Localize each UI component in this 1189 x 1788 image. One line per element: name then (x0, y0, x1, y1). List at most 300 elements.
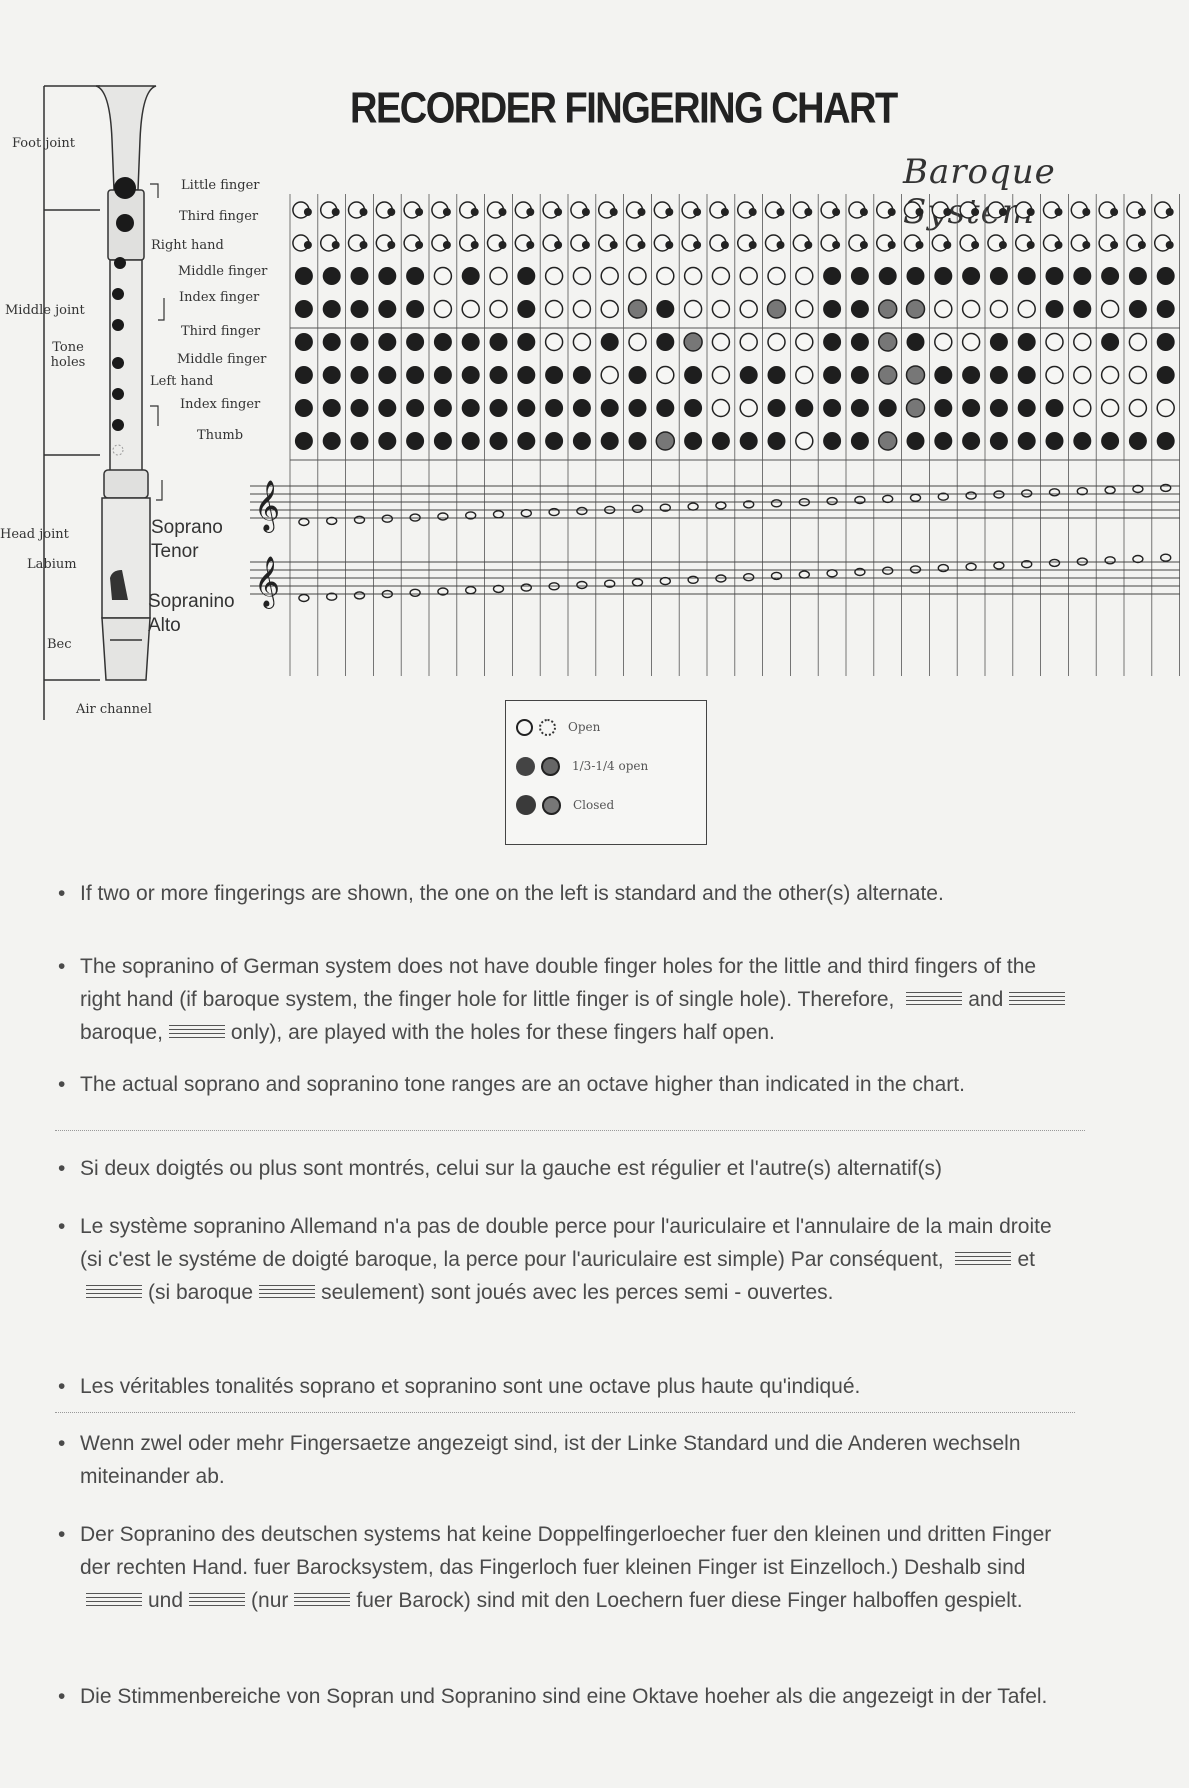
bullet-icon: • (58, 1157, 66, 1180)
closed-hole-icon (795, 399, 813, 417)
note-head-icon (521, 510, 531, 517)
label-foot-joint: Foot joint (12, 136, 75, 151)
closed-hole-icon (934, 366, 952, 384)
closed-hole-icon (1129, 267, 1147, 285)
note-head-icon (299, 595, 309, 602)
closed-hole-icon (907, 267, 925, 285)
closed-hole-icon (323, 399, 341, 417)
closed-hole-icon (517, 333, 535, 351)
music-staff-icon (169, 1025, 225, 1041)
music-staff-icon (259, 1285, 315, 1301)
closed-hole-icon (490, 366, 508, 384)
double-hole-small-icon (693, 208, 701, 216)
double-hole-small-icon (582, 241, 590, 249)
note-text (80, 1210, 1078, 1309)
bullet-icon: • (58, 1523, 66, 1546)
double-hole-small-icon (1110, 208, 1118, 216)
note-text-part: Le système sopranino Allemand n'a pas de double perce pour l'auriculaire et l'annulaire de la main droite (si c'est le systéme de doigté baroque, la perce pour l'auriculaire est simple) Par conséquent, (80, 1215, 1052, 1271)
bullet-icon: • (58, 955, 66, 978)
note-head-icon (1133, 556, 1143, 563)
double-hole-small-icon (304, 208, 312, 216)
bullet-icon: • (58, 882, 66, 905)
double-hole-small-icon (332, 208, 340, 216)
closed-hole-icon (1157, 432, 1175, 450)
note-text-part: The sopranino of German system does not have double finger holes for the little and third fingers of the right hand (if baroque system, the finger hole for little finger is of single hole). Therefore, (80, 955, 1037, 1011)
double-hole-small-icon (304, 241, 312, 249)
closed-hole-icon (323, 333, 341, 351)
closed-hole-icon (462, 267, 480, 285)
label-third-finger-right: Third finger (179, 209, 259, 224)
double-hole-small-icon (526, 241, 534, 249)
partial-hole-icon (516, 757, 535, 776)
double-hole-small-icon (916, 208, 924, 216)
open-hole-icon (768, 268, 785, 285)
legend-partial-text: 1/3-1/4 open (572, 759, 649, 773)
note-head-icon (688, 503, 698, 510)
closed-hole-icon (768, 432, 786, 450)
note-fr-2 (58, 1210, 1078, 1309)
double-hole-small-icon (499, 208, 507, 216)
note-text-part: Der Sopranino des deutschen systems hat keine Doppelfingerloecher fuer den kleinen und dritten Finger der rechten Hand. fuer Barocksystem, das Fingerloch fuer kleinen Finger ist Einzelloch.) Deshalb sind (80, 1523, 1052, 1579)
closed-hole-icon (990, 432, 1008, 450)
note-fr-1 (58, 1152, 1078, 1185)
open-hole-icon (1129, 367, 1146, 384)
divider (55, 1130, 1085, 1131)
closed-hole-icon (323, 267, 341, 285)
double-hole-small-icon (582, 208, 590, 216)
closed-hole-icon (990, 399, 1008, 417)
closed-hole-icon (406, 267, 424, 285)
double-hole-small-icon (443, 241, 451, 249)
open-hole-icon (1046, 367, 1063, 384)
double-hole-small-icon (610, 241, 618, 249)
note-head-icon (883, 495, 893, 502)
closed-hole-icon (823, 267, 841, 285)
music-staff-icon (906, 992, 962, 1008)
double-hole-small-icon (721, 241, 729, 249)
double-hole-small-icon (1082, 241, 1090, 249)
note-head-icon (688, 576, 698, 583)
bullet-icon: • (58, 1685, 66, 1708)
closed-hole-alt-icon (542, 796, 561, 815)
label-sopranino: Sopranino (148, 591, 235, 612)
open-hole-icon (685, 301, 702, 318)
double-hole-small-icon (1027, 241, 1035, 249)
closed-hole-icon (545, 432, 563, 450)
open-hole-icon (490, 301, 507, 318)
double-hole-small-icon (471, 241, 479, 249)
label-third-finger-left: Third finger (181, 324, 261, 339)
closed-hole-icon (517, 399, 535, 417)
label-left-hand: Left hand (150, 374, 214, 389)
closed-hole-icon (295, 432, 313, 450)
closed-hole-icon (1129, 432, 1147, 450)
closed-hole-icon (1046, 399, 1064, 417)
partial-hole-icon (879, 300, 897, 318)
note-text-part: baroque, (80, 1021, 163, 1044)
double-hole-small-icon (888, 241, 896, 249)
note-head-icon (577, 582, 587, 589)
label-labium: Labium (27, 557, 77, 572)
label-tone-holes: Tone holes (50, 340, 86, 370)
double-hole-small-icon (499, 241, 507, 249)
note-text: The actual soprano and sopranino tone ranges are an octave higher than indicated in the chart. (80, 1073, 965, 1096)
double-hole-small-icon (360, 241, 368, 249)
note-head-icon (1022, 490, 1032, 497)
double-hole-small-icon (832, 241, 840, 249)
closed-hole-icon (1018, 399, 1036, 417)
closed-hole-icon (351, 432, 369, 450)
closed-hole-icon (684, 399, 702, 417)
music-staff-icon (86, 1593, 142, 1609)
closed-hole-icon (684, 432, 702, 450)
note-text-part: fuer Barock) sind mit den Loechern fuer diese Finger halboffen gespielt. (356, 1589, 1023, 1612)
music-staff-icon (955, 1252, 1011, 1268)
double-hole-small-icon (387, 241, 395, 249)
double-hole-small-icon (554, 208, 562, 216)
closed-hole-icon (351, 267, 369, 285)
closed-hole-icon (1073, 267, 1091, 285)
closed-hole-icon (517, 300, 535, 318)
double-hole-small-icon (971, 241, 979, 249)
note-de-1 (58, 1427, 1078, 1493)
closed-hole-icon (545, 399, 563, 417)
legend-open-text: Open (568, 720, 601, 734)
closed-hole-icon (295, 333, 313, 351)
closed-hole-icon (323, 300, 341, 318)
closed-hole-icon (406, 333, 424, 351)
closed-hole-icon (656, 399, 674, 417)
double-hole-small-icon (721, 208, 729, 216)
double-hole-small-icon (1138, 208, 1146, 216)
closed-hole-icon (684, 366, 702, 384)
note-head-icon (744, 574, 754, 581)
closed-hole-icon (1157, 300, 1175, 318)
label-middle-finger-left: Middle finger (177, 352, 267, 367)
open-hole-icon (796, 268, 813, 285)
label-index-finger-right: Index finger (179, 290, 260, 305)
closed-hole-icon (378, 267, 396, 285)
closed-hole-icon (1073, 300, 1091, 318)
closed-hole-icon (434, 366, 452, 384)
closed-hole-icon (1157, 333, 1175, 351)
note-head-icon (1161, 484, 1171, 491)
open-hole-icon (601, 268, 618, 285)
closed-hole-icon (1046, 432, 1064, 450)
closed-hole-icon (962, 366, 980, 384)
note-de-3 (58, 1680, 1078, 1713)
note-head-icon (716, 502, 726, 509)
closed-hole-icon (406, 366, 424, 384)
closed-hole-icon (601, 333, 619, 351)
note-head-icon (911, 494, 921, 501)
label-middle-finger-right: Middle finger (178, 264, 268, 279)
closed-hole-icon (768, 366, 786, 384)
divider (55, 1412, 1075, 1413)
double-hole-small-icon (804, 241, 812, 249)
note-text: Die Stimmenbereiche von Sopran und Sopranino sind eine Oktave hoeher als die angezeigt in der Tafel. (80, 1685, 1048, 1708)
open-hole-icon (768, 334, 785, 351)
closed-hole-icon (545, 366, 563, 384)
closed-hole-icon (378, 399, 396, 417)
closed-hole-icon (851, 366, 869, 384)
double-hole-small-icon (999, 208, 1007, 216)
double-hole-small-icon (777, 208, 785, 216)
closed-hole-icon (378, 333, 396, 351)
music-staff-icon (1009, 992, 1065, 1008)
music-staff-icon (86, 1285, 142, 1301)
note-text-part: (si baroque (148, 1281, 254, 1304)
double-hole-small-icon (888, 208, 896, 216)
closed-hole-icon (823, 432, 841, 450)
note-head-icon (355, 592, 365, 599)
double-hole-small-icon (471, 208, 479, 216)
double-hole-small-icon (749, 241, 757, 249)
closed-hole-icon (1129, 300, 1147, 318)
note-text: Les véritables tonalités soprano et sopranino sont une octave plus haute qu'indiqué. (80, 1375, 861, 1398)
closed-hole-icon (907, 333, 925, 351)
note-head-icon (827, 498, 837, 505)
open-hole-icon (657, 367, 674, 384)
closed-hole-icon (990, 267, 1008, 285)
closed-hole-icon (351, 333, 369, 351)
closed-hole-icon (1046, 267, 1064, 285)
legend (505, 700, 707, 845)
double-hole-small-icon (943, 241, 951, 249)
label-tenor: Tenor (151, 541, 199, 562)
closed-hole-icon (351, 300, 369, 318)
closed-hole-icon (962, 432, 980, 450)
partial-hole-icon (907, 300, 925, 318)
closed-hole-icon (823, 333, 841, 351)
closed-hole-icon (629, 399, 647, 417)
open-hole-icon (1129, 400, 1146, 417)
label-soprano-tenor (151, 516, 223, 564)
note-text (80, 950, 1078, 1049)
partial-hole-icon (879, 366, 897, 384)
note-text-part: et (1017, 1248, 1035, 1271)
closed-hole-icon (851, 333, 869, 351)
open-hole-icon (546, 301, 563, 318)
open-hole-icon (1074, 367, 1091, 384)
closed-hole-icon (851, 432, 869, 450)
open-hole-icon (1129, 334, 1146, 351)
legend-closed-text: Closed (573, 798, 615, 812)
label-bec: Bec (47, 637, 72, 652)
open-hole-icon (990, 301, 1007, 318)
closed-hole-icon (851, 300, 869, 318)
open-hole-icon (796, 433, 813, 450)
double-hole-small-icon (804, 208, 812, 216)
closed-hole-icon (990, 333, 1008, 351)
closed-hole-icon (879, 267, 897, 285)
note-head-icon (716, 575, 726, 582)
note-text-part: and (968, 988, 1004, 1011)
open-hole-icon (963, 301, 980, 318)
open-hole-icon (712, 301, 729, 318)
note-head-icon (994, 491, 1004, 498)
open-hole-icon (740, 268, 757, 285)
legend-open-row (516, 713, 600, 741)
open-hole-icon (685, 268, 702, 285)
open-hole-icon (657, 268, 674, 285)
double-hole-small-icon (860, 241, 868, 249)
open-hole-icon (546, 334, 563, 351)
closed-hole-icon (406, 432, 424, 450)
note-fr-3 (58, 1370, 1078, 1403)
page-subtitle: Baroque (903, 152, 1056, 192)
label-right-hand: Right hand (151, 238, 224, 253)
open-hole-icon (1074, 400, 1091, 417)
note-head-icon (1050, 489, 1060, 496)
partial-hole-icon (907, 399, 925, 417)
closed-hole-icon (1018, 366, 1036, 384)
open-hole-icon (573, 334, 590, 351)
open-hole-icon (796, 334, 813, 351)
label-alto: Alto (148, 615, 181, 636)
closed-hole-icon (740, 366, 758, 384)
partial-hole-icon (879, 333, 897, 351)
closed-hole-icon (629, 366, 647, 384)
note-head-icon (1133, 486, 1143, 493)
double-hole-small-icon (1055, 241, 1063, 249)
closed-hole-icon (406, 300, 424, 318)
closed-hole-icon (323, 366, 341, 384)
closed-hole-icon (295, 399, 313, 417)
bullet-icon: • (58, 1375, 66, 1398)
note-text-part: seulement) sont joués avec les perces semi - ouvertes. (321, 1281, 834, 1304)
note-text (80, 1518, 1078, 1617)
closed-hole-icon (768, 399, 786, 417)
open-hole-icon (712, 400, 729, 417)
closed-hole-icon (323, 432, 341, 450)
closed-hole-icon (490, 432, 508, 450)
open-hole-icon (601, 367, 618, 384)
music-staff-icon (189, 1593, 245, 1609)
closed-hole-icon (934, 267, 952, 285)
note-en-1 (58, 877, 1078, 910)
open-hole-icon (629, 268, 646, 285)
closed-hole-icon (879, 399, 897, 417)
partial-hole-alt-icon (541, 757, 560, 776)
note-head-icon (660, 578, 670, 585)
open-hole-icon (935, 334, 952, 351)
open-hole-icon (546, 268, 563, 285)
note-head-icon (494, 511, 504, 518)
partial-hole-icon (656, 432, 674, 450)
open-hole-icon (1046, 334, 1063, 351)
double-hole-small-icon (1082, 208, 1090, 216)
open-hole-icon (601, 301, 618, 318)
closed-hole-icon (1018, 432, 1036, 450)
note-head-icon (438, 513, 448, 520)
open-hole-icon (712, 367, 729, 384)
double-hole-small-icon (415, 208, 423, 216)
open-hole-icon (434, 301, 451, 318)
open-hole-icon (1102, 400, 1119, 417)
closed-hole-icon (1046, 300, 1064, 318)
closed-hole-icon (851, 399, 869, 417)
note-text: Si deux doigtés ou plus sont montrés, celui sur la gauche est régulier et l'autre(s) alternatif(s) (80, 1157, 942, 1180)
note-head-icon (966, 563, 976, 570)
note-head-icon (299, 519, 309, 526)
closed-hole-icon (656, 300, 674, 318)
note-head-icon (521, 584, 531, 591)
closed-hole-icon (490, 333, 508, 351)
note-text: Wenn zwel oder mehr Fingersaetze angezeigt sind, ist der Linke Standard und die Anderen wechseln miteinander ab. (80, 1432, 1021, 1488)
bullet-icon: • (58, 1432, 66, 1455)
note-head-icon (633, 579, 643, 586)
double-hole-small-icon (1055, 208, 1063, 216)
note-head-icon (938, 565, 948, 572)
closed-hole-icon (601, 432, 619, 450)
closed-hole-icon (516, 795, 536, 815)
double-hole-small-icon (943, 208, 951, 216)
closed-hole-icon (823, 399, 841, 417)
closed-hole-icon (462, 399, 480, 417)
open-hole-icon (1074, 334, 1091, 351)
bullet-icon: • (58, 1215, 66, 1238)
closed-hole-icon (517, 432, 535, 450)
double-hole-small-icon (749, 208, 757, 216)
double-hole-small-icon (387, 208, 395, 216)
double-hole-small-icon (1166, 208, 1174, 216)
partial-hole-icon (907, 366, 925, 384)
note-en-3 (58, 1068, 1078, 1101)
note-text-part: (nur (251, 1589, 289, 1612)
open-hole-icon (573, 301, 590, 318)
open-hole-icon (462, 301, 479, 318)
closed-hole-icon (295, 366, 313, 384)
closed-hole-icon (712, 432, 730, 450)
closed-hole-icon (295, 300, 313, 318)
open-hole-icon (740, 301, 757, 318)
open-hole-icon (963, 334, 980, 351)
label-middle-joint: Middle joint (5, 303, 85, 318)
closed-hole-icon (740, 432, 758, 450)
closed-hole-icon (629, 432, 647, 450)
closed-hole-icon (378, 366, 396, 384)
closed-hole-icon (934, 432, 952, 450)
legend-closed-row (516, 791, 614, 819)
closed-hole-icon (962, 399, 980, 417)
open-hole-icon (740, 334, 757, 351)
double-hole-small-icon (832, 208, 840, 216)
closed-hole-icon (1101, 432, 1119, 450)
double-hole-small-icon (610, 208, 618, 216)
label-air-channel: Air channel (76, 702, 152, 717)
closed-hole-icon (378, 432, 396, 450)
note-head-icon (466, 587, 476, 594)
closed-hole-icon (962, 267, 980, 285)
open-hole-icon (1018, 301, 1035, 318)
treble-clef-icon: 𝄞 (254, 556, 281, 607)
closed-hole-icon (406, 399, 424, 417)
closed-hole-icon (851, 267, 869, 285)
note-head-icon (382, 515, 392, 522)
closed-hole-icon (1101, 267, 1119, 285)
closed-hole-icon (573, 366, 591, 384)
label-sopranino-alto (148, 590, 235, 638)
double-hole-small-icon (554, 241, 562, 249)
double-hole-small-icon (665, 241, 673, 249)
open-hole-icon (516, 719, 533, 736)
closed-hole-icon (490, 399, 508, 417)
closed-hole-icon (1073, 432, 1091, 450)
open-hole-icon (796, 301, 813, 318)
double-hole-small-icon (1027, 208, 1035, 216)
double-hole-small-icon (415, 241, 423, 249)
